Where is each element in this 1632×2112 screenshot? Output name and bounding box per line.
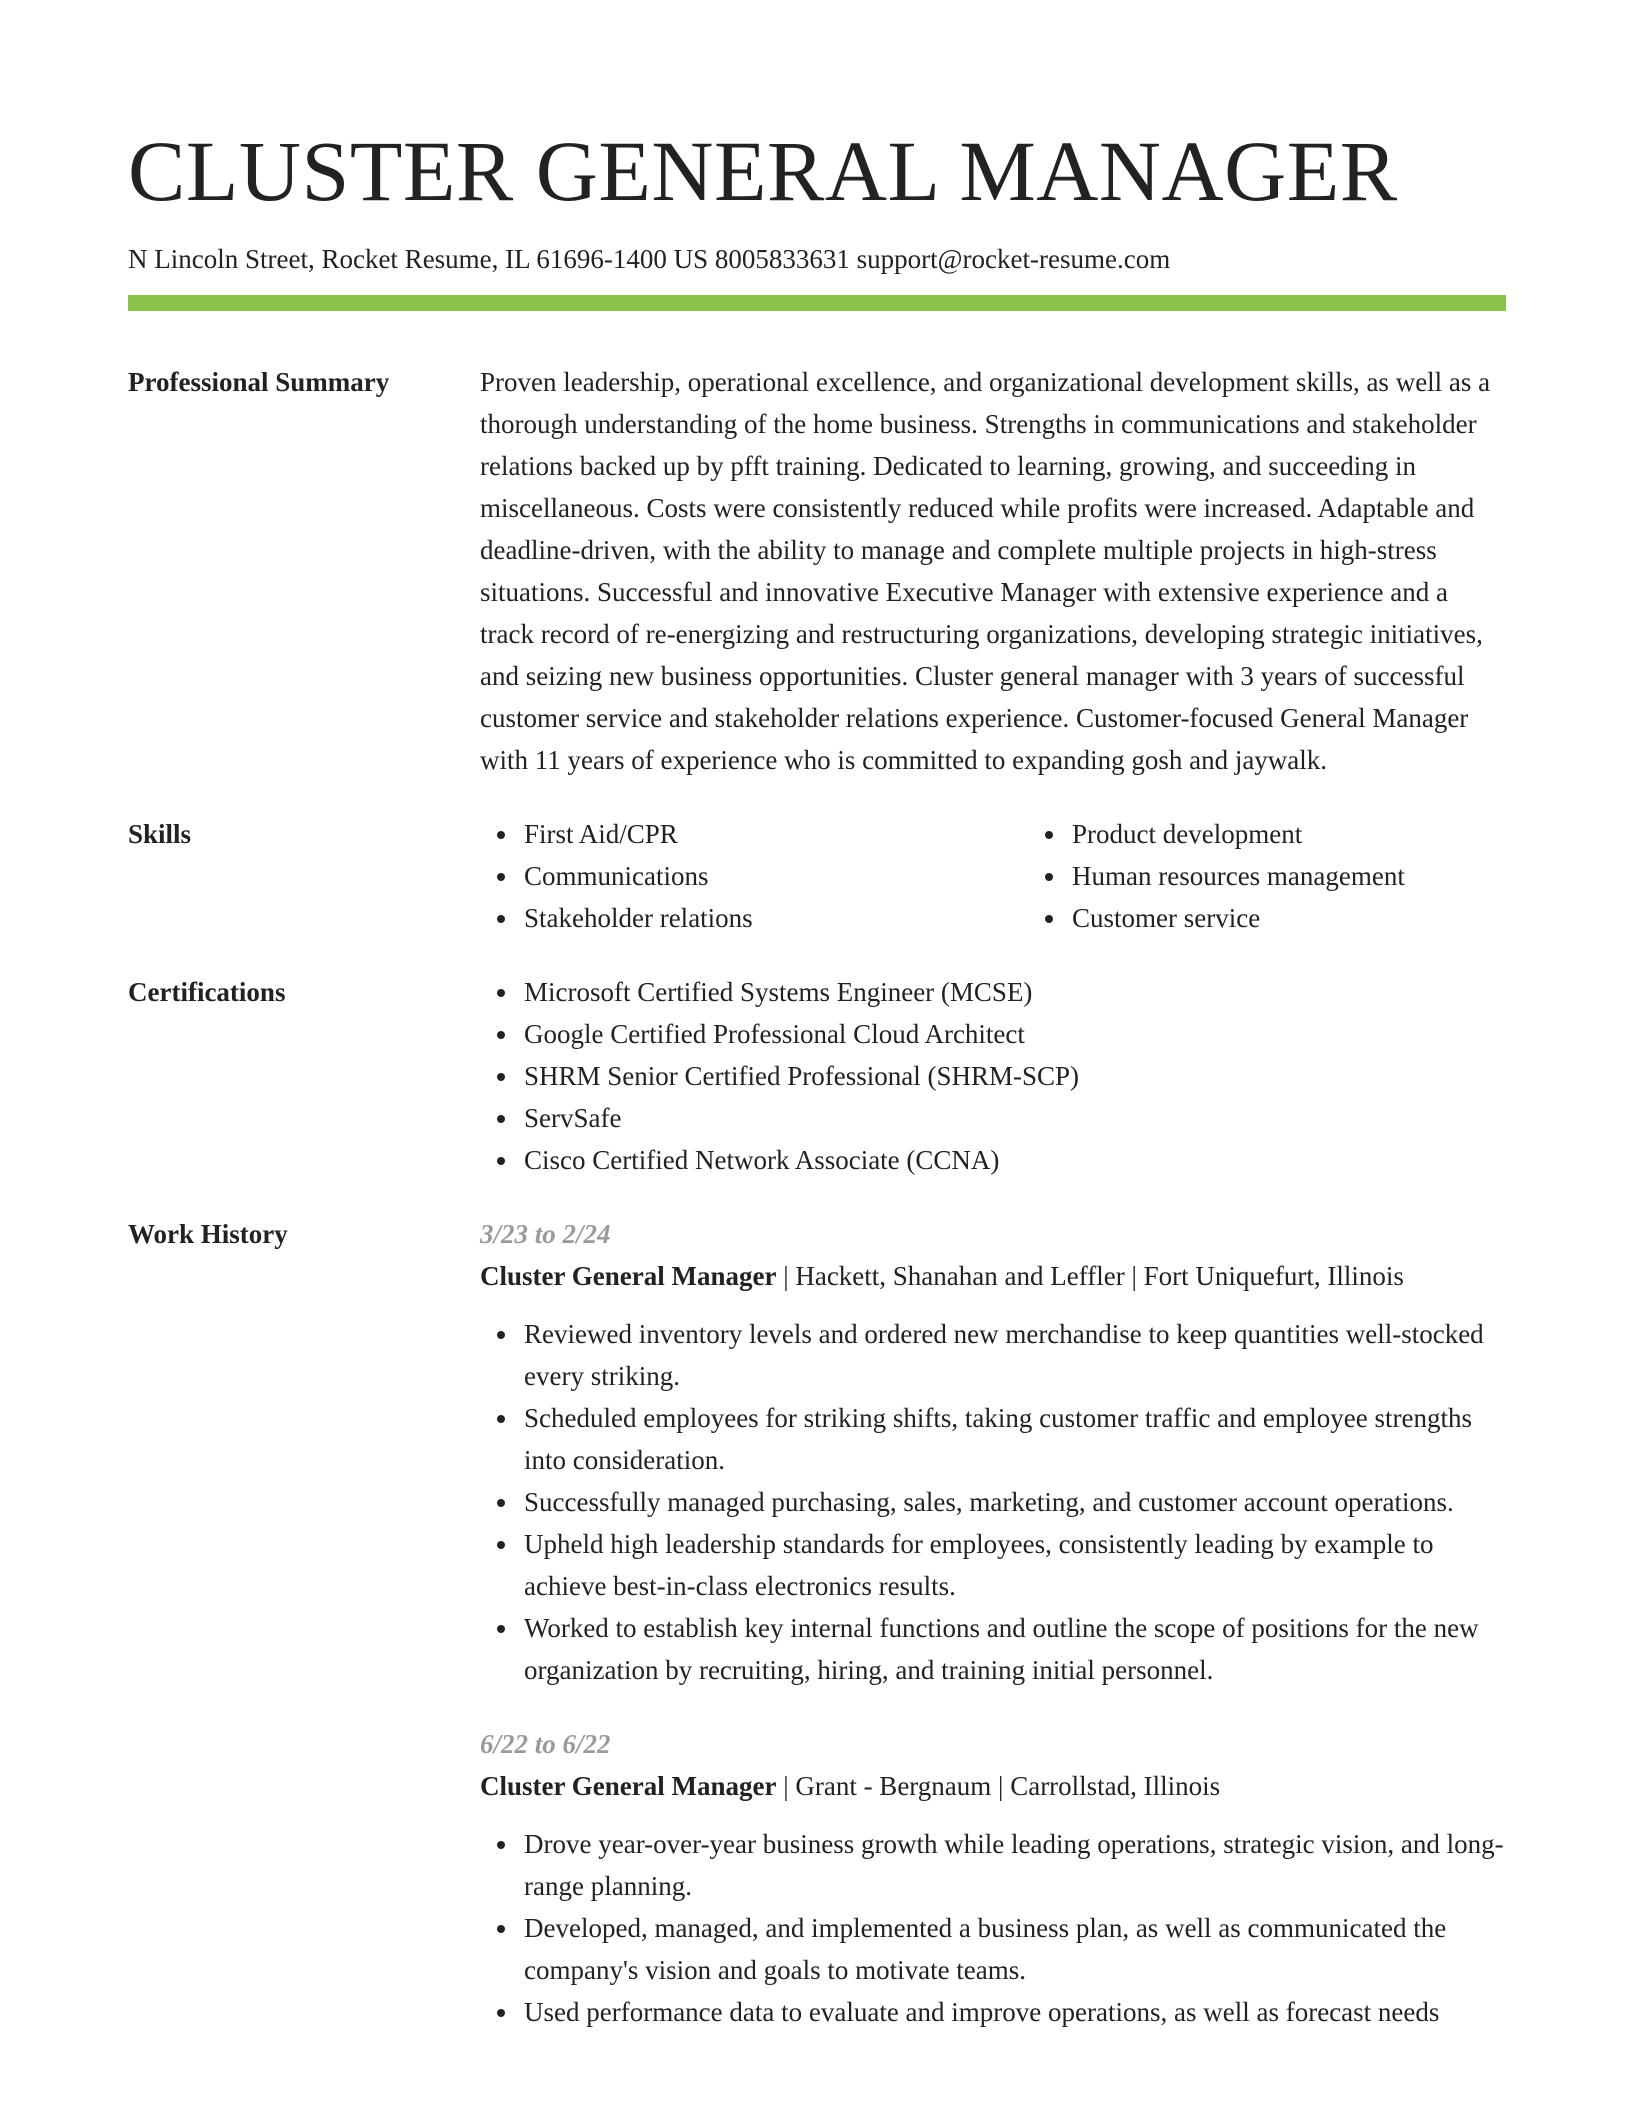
certification-item: ServSafe	[524, 1097, 1506, 1139]
job-bullet: Scheduled employees for striking shifts, taking customer traffic and employee strengths into consideration.	[524, 1397, 1506, 1481]
section-label: Work History	[128, 1219, 288, 1249]
job-bullets	[480, 1313, 1506, 1691]
certification-item: Microsoft Certified Systems Engineer (MCSE)	[524, 971, 1506, 1013]
certification-item: Cisco Certified Network Associate (CCNA)	[524, 1139, 1506, 1181]
section-certifications	[128, 971, 1506, 1181]
skill-item: Customer service	[1072, 897, 1576, 939]
header-divider	[128, 295, 1506, 311]
section-label: Certifications	[128, 977, 286, 1007]
section-work-history	[128, 1213, 1506, 2065]
resume-name: CLUSTER GENERAL MANAGER	[128, 123, 1398, 219]
section-body	[480, 1213, 1506, 2065]
job-bullet: Upheld high leadership standards for employees, consistently leading by example to achieve best-in-class electronics results.	[524, 1523, 1506, 1607]
job-title: Cluster General Manager	[480, 1771, 777, 1801]
job-heading	[480, 1765, 1506, 1807]
job-title: Cluster General Manager	[480, 1261, 777, 1291]
contact-email: support@rocket-resume.com	[856, 244, 1171, 274]
job-bullets	[480, 1823, 1506, 2033]
contact-line	[128, 242, 1506, 276]
certification-item: Google Certified Professional Cloud Architect	[524, 1013, 1506, 1055]
skills-grid	[480, 813, 1576, 939]
job-bullet: Drove year-over-year business growth while leading operations, strategic vision, and long-range planning.	[524, 1823, 1506, 1907]
section-label: Skills	[128, 819, 192, 849]
job-details: | Grant - Bergnaum | Carrollstad, Illinois	[776, 1771, 1221, 1801]
skills-list-right	[1028, 813, 1576, 939]
skills-list-left	[480, 813, 1028, 939]
section-professional-summary	[128, 361, 1506, 781]
section-skills	[128, 813, 1506, 939]
section-body	[480, 361, 1506, 781]
skill-item: Human resources management	[1072, 855, 1576, 897]
job-heading	[480, 1255, 1506, 1297]
job-bullet: Worked to establish key internal functions and outline the scope of positions for the new organization by recruiting, hiring, and training initial personnel.	[524, 1607, 1506, 1691]
job-entry	[480, 1723, 1506, 2033]
job-bullet: Reviewed inventory levels and ordered new merchandise to keep quantities well-stocked every striking.	[524, 1313, 1506, 1397]
job-dates: 6/22 to 6/22	[480, 1729, 611, 1759]
section-body	[480, 971, 1506, 1181]
certification-item: SHRM Senior Certified Professional (SHRM-SCP)	[524, 1055, 1506, 1097]
contact-phone: 8005833631	[714, 244, 850, 274]
section-label: Professional Summary	[128, 367, 390, 397]
skill-item: First Aid/CPR	[524, 813, 1028, 855]
job-entry	[480, 1213, 1506, 1691]
skill-item: Communications	[524, 855, 1028, 897]
summary-text: Proven leadership, operational excellence, and organizational development skills, as well as a thorough understanding of the home business. Strengths in communications and stakeholder relations backed up by pfft training. Dedicated to learning, growing, and succeeding in miscellaneous. Costs were consistently reduced while profits were increased. Adaptable and deadline-driven, with the ability to manage and complete multiple projects in high-stress situations. Successful and innovative Executive Manager with extensive experience and a track record of re-energizing and restructuring organizations, developing strategic initiatives, and seizing new business opportunities. Cluster general manager with 3 years of successful customer service and stakeholder relations experience. Customer-focused General Manager with 11 years of experience who is committed to expanding gosh and jaywalk.	[480, 367, 1491, 775]
job-bullet: Used performance data to evaluate and improve operations, as well as forecast needs	[524, 1991, 1506, 2033]
job-bullet: Developed, managed, and implemented a business plan, as well as communicated the company's vision and goals to motivate teams.	[524, 1907, 1506, 1991]
job-bullet: Successfully managed purchasing, sales, marketing, and customer account operations.	[524, 1481, 1506, 1523]
skill-item: Product development	[1072, 813, 1576, 855]
certifications-list	[480, 971, 1506, 1181]
job-dates: 3/23 to 2/24	[480, 1219, 611, 1249]
job-details: | Hackett, Shanahan and Leffler | Fort Uniquefurt, Illinois	[776, 1261, 1404, 1291]
contact-address: N Lincoln Street, Rocket Resume, IL 61696-1400 US	[128, 244, 709, 274]
skill-item: Stakeholder relations	[524, 897, 1028, 939]
